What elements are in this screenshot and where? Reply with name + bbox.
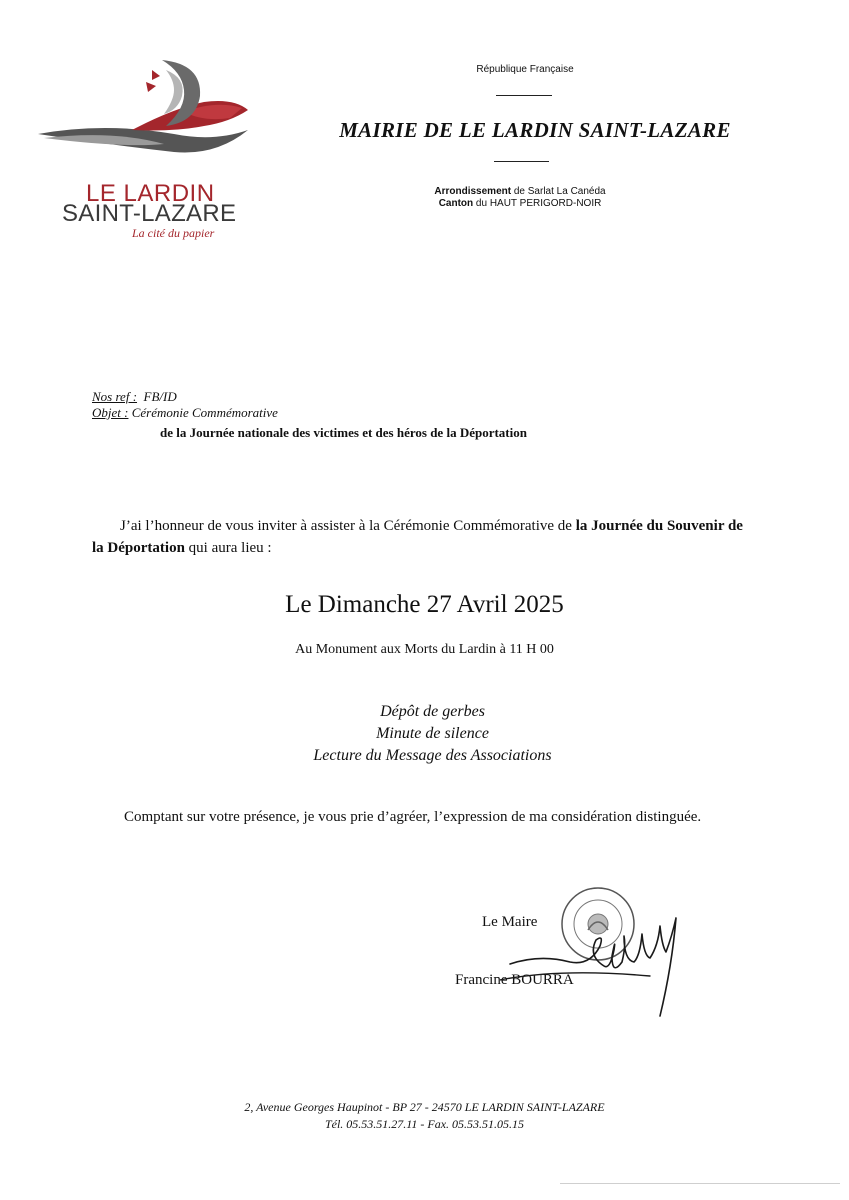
arrondissement-block [360,186,680,210]
intro-bold-text: la Journée du Souvenir de la Déportation [92,518,743,556]
handwritten-signature-icon [500,906,690,1021]
footer-address: 2, Avenue Georges Haupinot - BP 27 - 24570 LE LARDIN SAINT-LAZARE [244,1100,605,1114]
nos-ref-label: Nos ref : [92,389,138,404]
maire-name: Francine BOURRA [455,972,574,988]
intro-text-1: J’ai l’honneur de vous inviter à assister à la Cérémonie Commémorative de [120,518,576,534]
arrondissement-label: Arrondissement [434,186,512,197]
ceremony-date: Le Dimanche 27 Avril 2025 [285,591,564,618]
logo-emblem-icon [34,52,254,182]
ceremony-program [0,701,849,767]
canton-label: Canton [438,198,474,209]
ceremony-place: Au Monument aux Morts du Lardin à 11 H 00 [295,642,554,657]
closing-sentence: Comptant sur votre présence, je vous prie d’agréer, l’expression de ma considération distinguée. [124,809,702,825]
municipal-logo [34,52,254,252]
program-item: Dépôt de gerbes [380,703,485,720]
program-item: Lecture du Message des Associations [313,747,552,764]
header-divider-top [496,95,552,96]
logo-line-2: SAINT-LAZARE [62,200,237,227]
objet-line-2: de la Journée nationale des victimes et des héros de la Déportation [160,425,527,440]
footer-block [0,1099,849,1133]
objet-line-1: Cérémonie Commémorative [131,405,278,420]
maire-title: Le Maire [482,914,538,930]
footer-contact: Tél. 05.53.51.27.11 - Fax. 05.53.51.05.15 [324,1117,525,1131]
invitation-paragraph [92,515,752,559]
header-divider-bottom [494,161,549,162]
mairie-title: MAIRIE DE LE LARDIN SAINT-LAZARE [339,118,731,142]
reference-block [92,389,278,421]
bottom-divider [560,1183,840,1184]
program-item: Minute de silence [376,725,489,742]
logo-line-1: LE LARDIN [86,180,215,207]
objet-label: Objet : [92,405,129,420]
logo-tagline: La cité du papier [132,226,215,240]
nos-ref-value: FB/ID [143,389,177,404]
canton-value: du HAUT PERIGORD-NOIR [475,198,602,209]
arrondissement-value: de Sarlat La Canéda [513,186,606,197]
republic-label: République Française [476,64,574,75]
intro-text-2: qui aura lieu : [184,540,272,556]
